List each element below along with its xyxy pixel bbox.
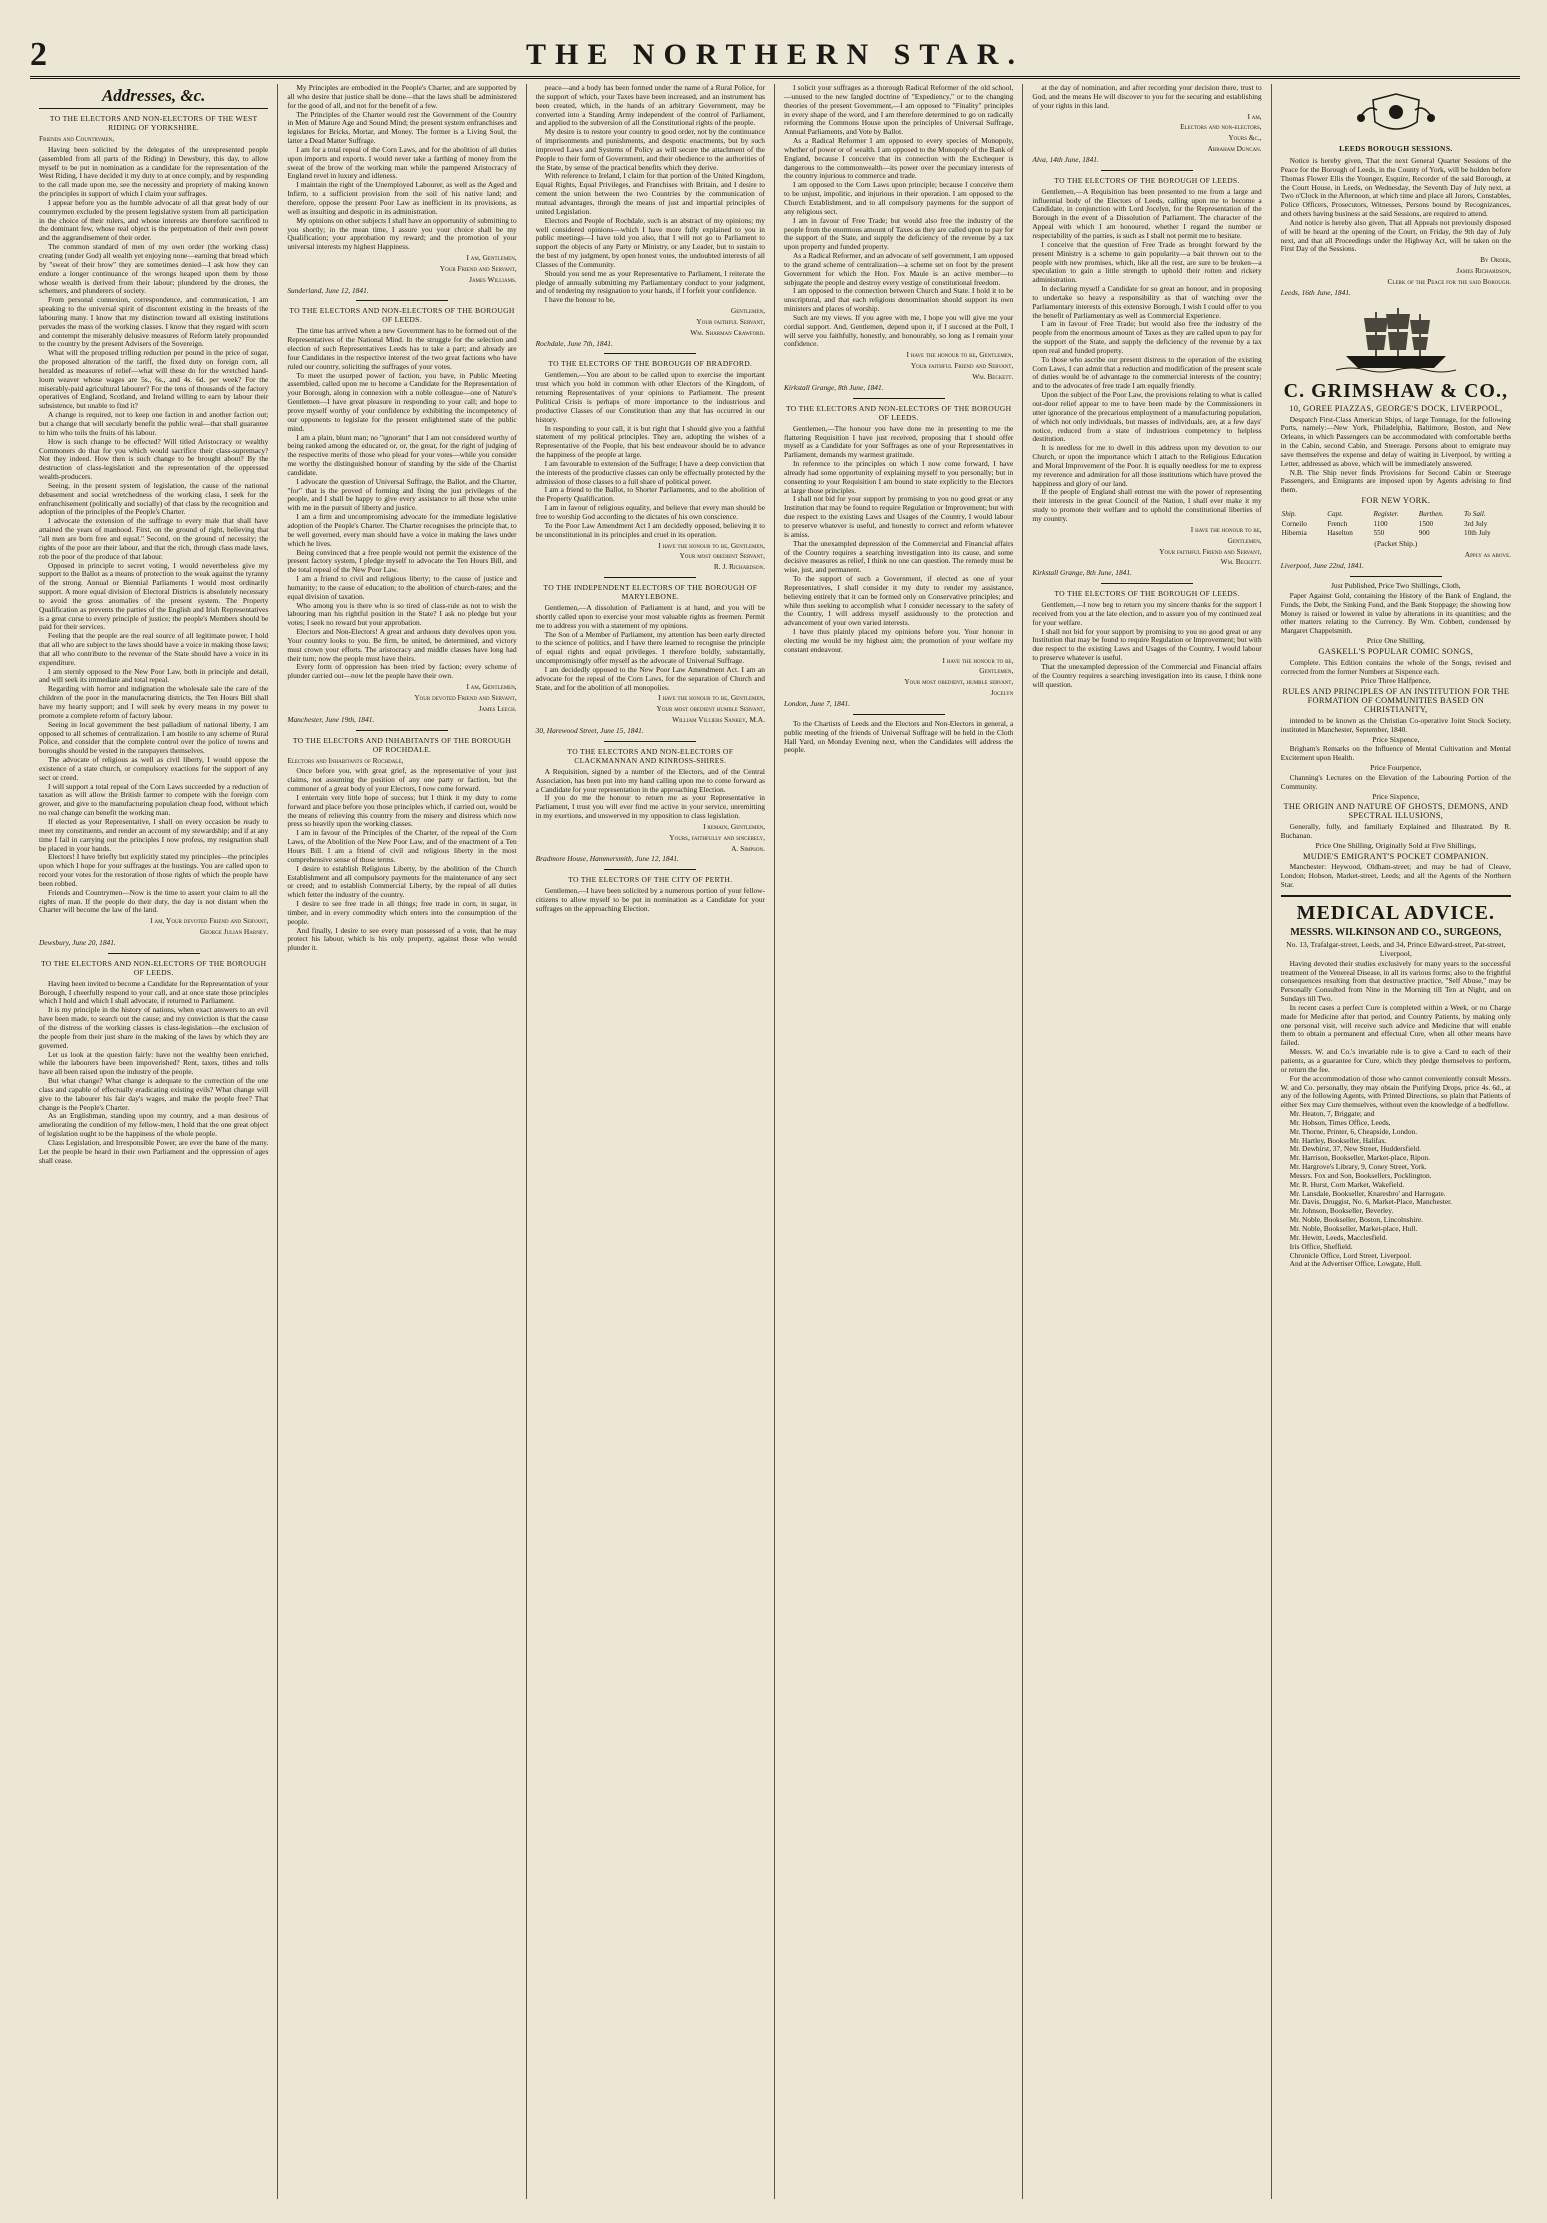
agent-list-item: Messrs. Fox and Son, Booksellers, Pocklington. bbox=[1289, 1170, 1432, 1180]
agent-list-item: Mr. Davis, Druggist, No. 6, Market-Place, Manchester. bbox=[1289, 1197, 1453, 1207]
signature-line: Your faithful Servant, bbox=[696, 316, 765, 326]
newspaper-title: THE NORTHERN STAR. bbox=[526, 38, 1024, 71]
paragraph: Let us look at the question fairly: have not the wealthy been enriched, while the labourers have been impoverished? Rent, taxes, tithes and tolls have all been raised upon the industry of the people. bbox=[39, 1049, 269, 1077]
paragraph: I conceive that the question of Free Trade as brought forward by the present Ministry is a scheme to gain popularity—a bait thrown out to the people with new promises, which, like all the rest, are sure to be broken—a speculation to gain a little strength to uphold their rotten and rickety administration. bbox=[1032, 239, 1262, 285]
paragraph: Feeling that the people are the real source of all legitimate power, I hold that all who are subject to the laws should have a voice in making those laws; that all who contribute to the revenue of the State should have a voice in its expenditure. bbox=[39, 631, 269, 667]
paragraph: The time has arrived when a new Government has to be formed out of the Representatives of the National Mind. In the struggle for the selection and election of such Representatives Leeds has to take a part; and already are four Candidates in the respective interest of the two great factions who have ruled our country, soliciting the suffrages of your votes. bbox=[287, 326, 517, 371]
signature-line: Wm. Beckett. bbox=[1220, 557, 1262, 567]
dateline: Sunderland, June 12, 1841. bbox=[287, 285, 369, 295]
signature-line: I have the honour to be, bbox=[942, 655, 1014, 665]
signature-line: I am, Gentlemen, bbox=[466, 682, 517, 692]
paragraph: Who among you is there who is so tired of class-rule as not to wish the labouring man his rightful position in the State? I ask no pledge but your votes; I seek no reward but your approbation. bbox=[287, 600, 517, 628]
paragraph: And finally, I desire to see every man possessed of a vote, that he may protect his labour, which is his only property, against those who would plunder it. bbox=[287, 925, 517, 953]
salutation: Friends and Countrymen, bbox=[39, 134, 115, 143]
paragraph: As a Radical Reformer, and an advocate of self government, I am opposed to the grand scheme of centralization—a scheme set on foot by the present Government for which the Hon. Fox Maule is an active member—to subjugate the people and destroy every vestige of constitutional freedom. bbox=[783, 251, 1014, 287]
paragraph: To meet the usurped power of faction, you have, in Public Meeting assembled, called upon me to become a Candidate for the Representation of your Borough, along in connexion with a noble colleague—one of Nature's Gentlemen—I have great pleasure in responding to your call; and hope to prove myself worthy of your confidence by exhibiting the incompetency of our opponents to legislate for the present enlightened state of the public mind. bbox=[287, 370, 517, 433]
column-5 bbox=[1023, 84, 1271, 2199]
dateline: Leeds, 16th June, 1841. bbox=[1280, 287, 1351, 297]
agent-list-item: Mr. Noble, Bookseller, Market-place, Hull. bbox=[1289, 1224, 1418, 1233]
signature-line: George Julian Harney. bbox=[199, 927, 269, 937]
signature-line: A. Simpson. bbox=[731, 843, 765, 853]
paragraph: N.B. The Ship never finds Provisions for Second Cabin or Steerage Passengers, and Emigrants are imposed upon by Agents advising to find them. bbox=[1280, 467, 1511, 495]
paragraph: I desire to see free trade in all things; free trade in corn, in sugar, in timber, and in every commodity which enters into the consumption of the people. bbox=[287, 899, 517, 926]
paragraph: I am in favour of the Principles of the Charter, of the repeal of the Corn Laws, of the Abolition of the New Poor Law, and of the enactment of a Ten Hours Bill. I am a friend of civil and religious liberty in the most comprehensive sense of those terms. bbox=[287, 828, 517, 864]
table-cell: Haselton bbox=[1327, 528, 1353, 537]
divider-rule bbox=[604, 869, 696, 870]
table-header-cell: Register. bbox=[1373, 509, 1399, 518]
signature-line: Apply as above. bbox=[1464, 550, 1511, 560]
paragraph: As a Radical Reformer I am opposed to every species of Monopoly, whether of power or of wealth. I am opposed to the Monopoly of the Bank of England, because I conceive that its connection with the Exchequer is dangerous to the commonwealth—its power over the pecuniary interests of the country injurious to commerce and trade. bbox=[783, 136, 1014, 181]
paragraph: From personal connexion, correspondence, and communication, I am speaking to the universal spirit of discontent existing in the breasts of the labouring many. I know that my distinction toward all existing institutions pervades the mass of the working classes. I know that they regard with scorn and contempt the miserably delusive measures of Reform lately propounded to the country by the present Advisers of the Sovereign. bbox=[39, 295, 269, 349]
agent-list-item: Iris Office, Sheffield. bbox=[1289, 1241, 1353, 1251]
signature-line: Abraham Duncan. bbox=[1207, 144, 1262, 154]
paragraph: How is such change to be effected? Will titled Aristocracy or wealthy Commoners do that for you which would sacrifice their class-supremacy? Not they indeed. How then is such change to be brought about? By the destruction of class-legislation and the representation of the oppressed wealth-producers. bbox=[39, 436, 269, 482]
paragraph: If you do me the honour to return me as your Representative in Parliament, I trust you will ever find me active in your service, unremitting in my exertions, and unswerved in my opposition to class legislation. bbox=[535, 793, 765, 821]
paragraph: I have the honour to be, bbox=[544, 295, 615, 305]
signature-line: Gentlemen, bbox=[730, 306, 765, 316]
dateline: Rochdale, June 7th, 1841. bbox=[535, 338, 613, 348]
advert-title: MEDICAL ADVICE. bbox=[1296, 902, 1495, 924]
dateline: Liverpool, June 22nd, 1841. bbox=[1280, 561, 1364, 571]
paragraph: Such are my views. If you agree with me, I hope you will give me your cordial support. And, Gentlemen, depend upon it, if I succeed at the Poll, I will serve you faithfully, honestly, and honourably, so long as I remain your confidence. bbox=[783, 312, 1014, 349]
paragraph: My Principles are embodied in the People's Charter, and are supported by all who desire that justice shall be done—that the laws shall be administered for the good of all, and not for the benefit of a few. bbox=[287, 84, 517, 110]
paragraph: Gentlemen,—The honour you have done me in presenting to me the flattering Requisition I have just received, proposing that I should offer myself as a Candidate for your Suffrages as one of your Representatives in Parliament, demands my warmest gratitude. bbox=[783, 423, 1014, 460]
paragraph: Gentlemen,—You are about to be called upon to exercise the important trust which you hold in common with other Electors of the Kingdom, of returning Representatives of your opinions to Parliament. The present Political Crisis is perhaps of more importance to the industrious and productive Classes of our Constitution than any that has occurred in our history. bbox=[535, 370, 765, 424]
advert-price-line: Price Three Halfpence, bbox=[1360, 676, 1431, 686]
sailing-ship-icon bbox=[1336, 304, 1456, 374]
paragraph: It is needless for me to dwell in this address upon my devotion to our Church, or upon the importance which I attach to the Religious Education and Moral Improvement of the Poor. It is equally needless for me to express my reverence and admiration for all those institutions which have proved the happiness and glory of our land. bbox=[1032, 443, 1262, 488]
paragraph: In declaring myself a Candidate for so great an honour, and in proposing to undertake so heavy a responsibility as that of watching over the Parliamentary interests of this extensive Borough, I wish I could offer to you the benefit of Parliamentary as well as Commercial Experience. bbox=[1032, 284, 1262, 320]
dateline: Kirkstall Grange, 8th June, 1841. bbox=[1032, 568, 1132, 578]
signature-line: R. J. Richardson. bbox=[713, 562, 765, 572]
paragraph: Regarding with horror and indignation the wholesale sale the care of the children of the poor in the manufacturing districts, the Ten Hours Bill shall have my hearty support; and I will seek by every means in my power to promote a complete reform of factory labour. bbox=[39, 684, 269, 720]
divider-rule bbox=[604, 577, 696, 578]
table-cell: 1100 bbox=[1373, 519, 1388, 528]
signature-line: Electors and non-electors, bbox=[1180, 122, 1262, 132]
paragraph: Electors and People of Rochdale, such is an abstract of my opinions; my well considered opinions—which I have more fully explained to you in public meetings—I have told you also, that I will not go to Parliament to support the objects of any Party or Ministry, or any Leader, but to sustain to the best of my judgment, by open honest votes, the undoubted interests of all Classes of the Community. bbox=[535, 215, 765, 269]
signature-line: Your Friend and Servant, bbox=[439, 263, 517, 273]
advert-caps-line: MUDIE'S EMIGRANT'S POCKET COMPANION. bbox=[1303, 851, 1489, 861]
paragraph: I appear before you as the humble advocate of all that great body of our countrymen excluded by the present legislative system from all participation in the choice of their rulers, and whose interests are therefore sacrificed to the dominant few, whose real object is the perpetuation of their own power and the aggrandisement of their order. bbox=[39, 197, 269, 243]
paragraph: Seeing, in the present system of legislation, the cause of the national debasement and social wretchedness of the working class, I seek for the enfranchisement (politically and socially) of that class by the recognition and adoption of the principles of the People's Charter. bbox=[39, 480, 269, 517]
signature-line: I remain, Gentlemen, bbox=[703, 821, 765, 831]
paragraph: intended to be known as the Christian Co-operative Joint Stock Society, instituted in Manchester, September, 1840. bbox=[1280, 715, 1511, 734]
signature-line: James Leech. bbox=[478, 703, 517, 713]
salutation: Electors and Inhabitants of Rochdale, bbox=[287, 755, 404, 765]
signature-line: Yours &c., bbox=[1228, 133, 1262, 143]
advert-price-line: Just Published, Price Two Shillings, Cloth, bbox=[1330, 581, 1461, 590]
paragraph: Electors! I have briefly but explicitly stated my principles—the principles upon which I hope for your suffrages at the hustings. You are called upon to record your votes for the restoration of those rights of which the people have been robbed. bbox=[39, 852, 269, 888]
paragraph: My opinions on other subjects I shall have an opportunity of submitting to you shortly; in the mean time, I assure you your choice shall be my Qualification; your approbation my reward; and the promotion of your universal interests my highest Happiness. bbox=[287, 215, 517, 252]
paragraph: It is my principle in the history of nations, when exact answers to an evil have been made, to search out the cause; and my conviction is that the cause of the distress of the working classes is class-legislation—the exclusion of the people from their just share in the making of the laws by which they are governed. bbox=[39, 1005, 269, 1050]
paragraph: Messrs. W. and Co.'s invariable rule is to give a Card to each of their patients, as a guarantee for Cure, which they pledge themselves to perform, or return the fee. bbox=[1280, 1047, 1511, 1074]
signature-line: Wm. Beckett. bbox=[972, 372, 1014, 381]
signature-line: James Williams. bbox=[469, 274, 517, 284]
paragraph: Gentlemen,—A Requisition has been presented to me from a large and influential body of the Electors of Leeds, calling upon me to become a Candidate, in conjunction with Lord Jocelyn, for the Representation of the Borough in the event of a Dissolution of Parliament. The character of the Appeal with which I am honoured, whether I regard the number or respectability of the parties, is such as I shall not permit me to hesitate. bbox=[1032, 186, 1262, 240]
column-grid bbox=[30, 84, 1520, 2199]
paragraph: I shall not bid for your support by promising to you no good great or any Institution that may be found to require Regulation or Improvement; but with due respect to the existing Laws and Usages of the Country, I would labour to preserve whatever is useful. bbox=[1032, 626, 1262, 663]
section-heading: Addresses, &c. bbox=[39, 86, 268, 109]
advert-caps-line: THE ORIGIN AND NATURE OF GHOSTS, DEMONS, AND SPECTRAL ILLUSIONS, bbox=[1283, 802, 1509, 821]
signature-line: Jocelyn bbox=[990, 688, 1014, 698]
table-header-cell: Burthen. bbox=[1418, 509, 1444, 518]
table-header-row bbox=[1281, 509, 1511, 520]
article-heading: TO THE ELECTORS AND NON-ELECTORS OF CLACKMANNAN AND KINROSS-SHIRES. bbox=[567, 746, 734, 765]
paragraph: Friends and Countrymen—Now is the time to assert your claim to all the rights of man. If the people do their duty, the day is not distant when the Charter will become the law of the land. bbox=[39, 887, 269, 915]
paragraph: That the unexampled depression of the Commercial and Financial affairs of the Country requires a searching investigation into its cause, I think none will question. bbox=[1032, 661, 1262, 689]
column-1 bbox=[30, 84, 278, 2199]
paragraph: Every form of oppression has been tried by faction; every scheme of plunder carried out—now let the people have their own. bbox=[287, 662, 517, 681]
paragraph: I advocate the question of Universal Suffrage, the Ballot, and the Charter, "for" that is the proved of forming and fixing the just privileges of the people, and I shall be happy to give every assistance to all those who unite with me in the pursuit of liberty and justice. bbox=[287, 476, 517, 513]
paragraph: peace—and a body has been formed under the name of a Rural Police, for the support of which, your Taxes have been increased, and an instrument has been created, which, in the hands of an arbitrary Government, may be converted into a Standing Army independent of the control of Parliament, and applied to the subversion of all the Constitutional rights of the people. bbox=[535, 84, 765, 128]
agent-list-item: Mr. Noble, Bookseller, Boston, Lincolnshire. bbox=[1289, 1215, 1423, 1225]
table-header-cell: Capt. bbox=[1327, 509, 1344, 518]
paragraph: I shall not bid for your support by promising to you no good great or any Institution that may be found to require Regulation or Improvement; but with due respect to the existing Laws and Usages of the Country, I would labour to preserve whatever is useful, and honestly to correct and reform whatever is amiss. bbox=[783, 494, 1014, 539]
signature-line: I have the honour to be, Gentlemen, bbox=[658, 540, 765, 550]
signature-line: Yours, faithfully and sincerely, bbox=[669, 832, 765, 842]
advert-subtitle: MESSRS. WILKINSON AND CO., SURGEONS, bbox=[1290, 927, 1502, 938]
paragraph: The common standard of men of my own order (the working class) creating (under God) all wealth yet enjoying none—earning that bread which by "sweat of their brow" they are sometimes denied—I ask how they can endure a longer continuance of the wrongs heaped upon them by those whose wealth is derived from their labour; plundered by the drones, the schemers, and plunderers of society. bbox=[39, 242, 269, 296]
dateline: 30, Harewood Street, June 15, 1841. bbox=[535, 726, 644, 735]
advert-price-line: Price Sixpence, bbox=[1372, 734, 1420, 744]
paragraph: A change is required, not to keep one faction in and another faction out; but a change that will secularly benefit the public weal—that shall guarantee to him who toils the fruits of his labour. bbox=[39, 410, 269, 437]
article-heading: TO THE ELECTORS AND NON-ELECTORS OF THE WEST RIDING OF YORKSHIRE. bbox=[49, 114, 258, 132]
paragraph: Gentlemen,—I now beg to return you my sincere thanks for the support I received from you at the late election, and to assure you of my continued zeal for your welfare. bbox=[1032, 600, 1262, 627]
advert-price-line: Price Sixpence, bbox=[1372, 791, 1420, 801]
article-heading: TO THE ELECTORS OF THE BOROUGH OF LEEDS. bbox=[1054, 589, 1240, 599]
paragraph: I advocate the extension of the suffrage to every male that shall have attained the years of manhood. First, on the ground of right, believing that "all men are born free and equal." Second, on the ground of necessity; the rights of the poor are their labour, and that the rich, through class made laws, rob the poor of the produce of that labour. bbox=[39, 516, 269, 561]
borough-crest-emblem bbox=[1341, 90, 1451, 138]
paragraph: I will support a total repeal of the Corn Laws succeeded by a reduction of taxation as will allow the British farmer to compete with the foreign corn grower, and give to the manufacturing population cheap food, without which no real change can benefit the working man. bbox=[39, 781, 269, 818]
table-row bbox=[1281, 520, 1511, 529]
article-heading: TO THE ELECTORS OF THE BOROUGH OF BRADFORD. bbox=[548, 359, 753, 369]
table-header-cell: To Sail. bbox=[1464, 509, 1486, 518]
column-4 bbox=[775, 84, 1023, 2199]
divider-rule bbox=[108, 953, 200, 954]
agent-list-item: Mr. Dewhirst, 37, New Street, Huddersfield. bbox=[1289, 1144, 1422, 1154]
paragraph: That the unexampled depression of the Commercial and Financial affairs of the Country requires a searching investigation into its cause, and some decisive measures as relief, I think no one can question. The remedy must be wise, just, and permanent. bbox=[783, 538, 1014, 575]
paragraph: Class Legislation, and Irresponsible Power, are ever the bane of the many. Let the people be heard in their own Parliament and the oppression of ages shall cease. bbox=[39, 1137, 269, 1165]
paragraph: What will the proposed trifling reduction per pound in the price of sugar, the proposed alteration of the tariff, the fixed duty on foreign corn, all heralded as measures of relief—what will these do for the wretched hand-loom weaver whose wages are 5s., 6s., and 4s. 6d. per week? For the miserably-paid agricultural labourer? For the tens of thousands of the factory operatives of England, Scotland, and Ireland willing to earn by labour their subsistence, but unable to find it? bbox=[39, 348, 269, 411]
advert-caps-line: FOR NEW YORK. bbox=[1361, 496, 1431, 506]
paragraph: I am favourable to extension of the Suffrage; I have a deep conviction that the interests of the productive classes can only be effectually protected by the admission of those classes to a full share of political power. bbox=[535, 458, 765, 486]
paragraph: The Principles of the Charter would rest the Government of the Country in Men of Mature Age and Sound Mind; the present system enfranchises and legislates for Bricks, Mortar, and Money. The former is a Living Soul, the latter a Dead Matter Suffrage. bbox=[287, 109, 517, 146]
agent-list-item: Mr. Harrison, Bookseller, Market-place, Ripon. bbox=[1289, 1153, 1430, 1163]
paragraph: For the accommodation of those who cannot conveniently consult Messrs. W. and Co. personally, they may obtain the Purifying Drops, price 4s. 6d., at any of the following Agents, with Printed Directions, so plain that Patients of either Sex may Cure themselves, without even the knowledge of a bedfellow. bbox=[1280, 1073, 1511, 1110]
advert-price-line: No. 13, Trafalgar-street, Leeds, and 34, Prince Edward-street, Pat-street, Liverpool, bbox=[1286, 940, 1506, 958]
paragraph: Seeing in local government the best palladium of national liberty, I am opposed to all schemes of centralization. I am hostile to any scheme of Rural Police, and consider that the complete control over the police of towns and boroughs should be vested in the ratepayers themselves. bbox=[39, 719, 269, 756]
dateline: Alva, 14th June, 1841. bbox=[1032, 154, 1099, 164]
paragraph: Despatch First-Class American Ships, of large Tonnage, for the following Ports, namely:—New York, Philadelphia, Baltimore, Boston, and New Orleans, in which Passengers can be accommodated with comfortable berths in the Cabin, second Cabin, and Steerage. Persons about to emigrate may save themselves the expense and delay of waiting in Liverpool, by writing a Letter, addressed as above, which will be immediately answered. bbox=[1280, 414, 1511, 468]
paragraph: Generally, fully, and familiarly Explained and Illustrated. By R. Buchanan. bbox=[1280, 822, 1511, 840]
paragraph: In recent cases a perfect Cure is completed within a Week, or no Charge made for Medicine after that period, and Country Patients, by making only one personal visit, will receive such advice and Medicine that will enable them to obtain a permanent and effectual Cure, when all other means have failed. bbox=[1280, 1002, 1511, 1048]
paragraph: But what change? What change is adequate to the correction of the one class and capable of effectually eradicating existing evils? What change will give to the labourer his fair day's wages, and make the people free? That change is the People's Charter. bbox=[39, 1076, 269, 1112]
agent-list-item: Mr. Lansdale, Bookseller, Knaresbro' and Harrogate. bbox=[1289, 1188, 1446, 1198]
table-cell: 3rd July bbox=[1464, 519, 1488, 528]
column-3 bbox=[527, 84, 775, 2199]
paragraph: As an Englishman, standing upon my country, and a man desirous of ameliorating the condition of my fellow-men, I hold that the one great object of legislation ought to be the happiness of the whole people. bbox=[39, 1111, 269, 1139]
dateline: Bradmore House, Hammersmith, June 12, 1841. bbox=[535, 854, 679, 864]
page-number: 2 bbox=[30, 36, 47, 73]
signature-line: I am, Your devoted Friend and Servant, bbox=[150, 916, 269, 926]
table-row bbox=[1281, 529, 1511, 538]
table-cell: Corneilo bbox=[1281, 519, 1307, 528]
paragraph: Should you send me as your Representative to Parliament, I reiterate the pledge of annually submitting my Parliamentary conduct to your judgment, and of tendering my resignation to your hands, if I forfeit your confidence. bbox=[535, 268, 765, 296]
signature-line: I have the honour to be, Gentlemen, bbox=[906, 350, 1014, 360]
signature-line: I am, bbox=[1247, 111, 1262, 121]
advert-caps-line: RULES AND PRINCIPLES OF AN INSTITUTION FOR THE FORMATION OF COMMUNITIES BASED ON CHRISTIANITY, bbox=[1282, 687, 1510, 714]
paragraph: If elected as your Representative, I shall on every occasion be ready to meet my constituents, and render an account of my stewardship; and if at any time I fail in carrying out the principles I now profess, my resignation shall be placed in your hands. bbox=[39, 816, 269, 853]
paragraph: I am a friend to the Ballot, to Shorter Parliaments, and to the abolition of the Property Qualification. bbox=[535, 485, 765, 504]
signature-line: I am, Gentlemen, bbox=[466, 253, 517, 263]
paragraph: Gentlemen,—I have been solicited by a numerous portion of your fellow-citizens to allow myself to be put in nomination as a Candidate for your suffrages on the approaching Election. bbox=[535, 886, 765, 913]
paragraph: I am a friend to civil and religious liberty; to the cause of justice and humanity; to the cause of education; to the abolition of church-rates; and the equal division of taxation. bbox=[287, 574, 517, 601]
signature-line: James Richardson, bbox=[1456, 266, 1511, 276]
dateline: Dewsbury, June 20, 1841. bbox=[39, 937, 116, 947]
paragraph: Gentlemen,—A dissolution of Parliament is at hand, and you will be shortly called upon to exercise your most valuable rights as freemen. Permit me to address you with a statement of my opinions. bbox=[535, 603, 765, 630]
paragraph: I am for a total repeal of the Corn Laws, and for the abolition of all duties upon imports and exports. I would never take a farthing of money from the sweat of the brow of the working man while the pampered Aristocracy of England revel in luxury and idleness. bbox=[287, 144, 517, 181]
table-cell: 1500 bbox=[1418, 519, 1434, 528]
agent-list-item: Mr. Hartley, Bookseller, Halifax. bbox=[1289, 1135, 1387, 1145]
divider-rule bbox=[604, 353, 696, 354]
signature-line: Wm. Sharman Crawford. bbox=[690, 327, 765, 337]
divider-rule bbox=[853, 398, 945, 399]
paragraph: And at the Advertiser Office, Lowgate, Hull. bbox=[1289, 1259, 1422, 1269]
paragraph: If the people of England shall entrust me with the power of representing their interests in the great Council of the Nation, I shall ever make it my study to promote their welfare and to uphold the constitutional liberties of my country. bbox=[1032, 487, 1262, 523]
paragraph: I am in favour of Free Trade; but would also free the industry of the people from the enormous amount of Taxes as they are called upon to pay for the support of the State, and supply the deficiency of the revenue by a tax upon real and funded property. bbox=[1032, 319, 1262, 355]
agent-list-item: Chronicle Office, Lord Street, Liverpool. bbox=[1289, 1250, 1412, 1260]
signature-line: Your devoted Friend and Servant, bbox=[414, 693, 517, 702]
paragraph: Having devoted their studies exclusively for many years to the successful treatment of the Venereal Disease, in all its various forms; also to the frightful consequences resulting from that destructive practice, "Self Abuse," may be Personally Consulted from Nine in the Morning till Ten at Night, and on Sundays till Two. bbox=[1280, 958, 1511, 1004]
paragraph: Upon the subject of the Poor Law, the provisions relating to what is called out-door relief appear to me to have been made by the Commissioners in utter ignorance of the precarious employment of a manufacturing population, of which not only individuals, but masses of individuals, are, at a few days' notice, reduced from a state of industrious competency to helpless destitution. bbox=[1032, 390, 1262, 444]
paragraph: A Requisition, signed by a number of the Electors, and of the Central Association, has been put into my hand calling upon me to come forward as a Candidate for your representation in the approaching Election. bbox=[535, 766, 765, 794]
column-2 bbox=[278, 84, 526, 2199]
advert-price-line: Price Fourpence, bbox=[1370, 763, 1422, 773]
paragraph: Paper Against Gold, containing the History of the Bank of England, the Funds, the Debt, the Sinking Fund, and the Bank Stoppage; the showing how Money is raised or lowered in value by alterations in its quantities; and the other matters relating to the Currency. By Wm. Cobbett, condensed by Margaret Chappelsmith. bbox=[1280, 590, 1511, 636]
signature-line: I have the honour to be, Gentlemen, bbox=[658, 693, 765, 703]
agent-list-item: Mr. R. Hurst, Corn Market, Wakefield. bbox=[1289, 1179, 1405, 1189]
paragraph: Once before you, with great grief, as the representative of your just claims, not assuming the position of any one party or faction, but the commoner of a great body of your Electors, I now come forward. bbox=[287, 766, 517, 794]
signature-line: Gentlemen, bbox=[1227, 535, 1262, 545]
signature-line: I have the honour to be, bbox=[1190, 524, 1262, 534]
paragraph: With reference to Ireland, I claim for that portion of the United Kingdom, Equal Rights, Equal Privileges, and Franchises with Britain, and I desire to cement the union between the two Countries by the communication of mutual advantages, through the means of just and impartial principles of united Legislation. bbox=[535, 171, 765, 216]
table-cell: 10th July bbox=[1464, 528, 1491, 537]
divider-rule bbox=[1101, 583, 1193, 584]
paragraph: The advocate of religious as well as civil liberty, I would oppose the existence of a state church, or compulsory exactions for the support of any sect or creed. bbox=[39, 755, 269, 782]
paragraph: To the Chartists of Leeds and the Electors and Non-Electors in general, a public meeting of the friends of Universal Suffrage will be held in the Cloth Hall Yard, on Monday Evening next, when the Candidates will address the people. bbox=[783, 718, 1014, 755]
paragraph: Electors and Non-Electors! A great and arduous duty devolves upon you. Your country looks to you. Be firm, be united, be determined, and victory must crown your efforts. The aristocracy and middle classes have long had their turn; now the people must have theirs. bbox=[287, 627, 517, 663]
table-cell: 900 bbox=[1418, 528, 1430, 537]
table-cell: Hibernia bbox=[1281, 528, 1307, 537]
divider-rule bbox=[1350, 576, 1442, 577]
paragraph: Channing's Lectures on the Elevation of the Labouring Portion of the Community. bbox=[1280, 772, 1511, 791]
paragraph: To the support of such a Government, if elected as one of your Representatives, I shall consider it my duty to render my assistance, believing entirely that it can be formed only on Conservative principles; and while thus seeking to accomplish what I consider necessary to the safety of the Country, I will address myself assiduously to the protection and advancement of your own varied interests. bbox=[783, 574, 1014, 628]
divider-rule bbox=[1101, 170, 1193, 171]
paragraph: To the Poor Law Amendment Act I am decidedly opposed, believing it to be unconstitutional in its principles and cruel in its operation. bbox=[535, 520, 765, 539]
table-cell: French bbox=[1327, 519, 1348, 528]
article-heading: TO THE ELECTORS AND NON-ELECTORS OF THE BOROUGH OF LEEDS. bbox=[289, 306, 515, 325]
paragraph: And notice is hereby also given, That all Appeals not previously disposed of will be heard at the opening of the Court, on Friday, the 9th day of July next, and that all Proceedings under the Highway Act, will be taken on the First Day of the Sessions. bbox=[1280, 217, 1511, 254]
paragraph: Being convinced that a free people would not permit the existence of the present factory system, I pledge myself to advocate the Ten Hours Bill, and the total repeal of the New Poor Law. bbox=[287, 547, 517, 575]
article-heading: TO THE INDEPENDENT ELECTORS OF THE BOROUGH OF MARYLEBONE. bbox=[543, 583, 758, 602]
paragraph: I entertain very little hope of success; but I think it my duty to come forward and place before you those principles which, if carried out, would be the means of relieving this country from the misery and distress which now press so heavily upon the working classes. bbox=[287, 792, 517, 829]
dateline: Manchester, June 19th, 1841. bbox=[287, 714, 375, 724]
signature-line: Your faithful Friend and Servant, bbox=[910, 361, 1014, 371]
paragraph: I am a firm and uncompromising advocate for the immediate legislative adoption of the People's Charter. The Charter recognises the principle that, to be well governed, every man should have a voice in making the laws under which he lives. bbox=[287, 512, 517, 548]
paragraph: To those who ascribe our present distress to the operation of the existing Corn Laws, I can admit that a reduction and modification of the present scale of duties would be of advantage to the commercial interests of the country; and to the advocates of free trade I am equally friendly. bbox=[1032, 354, 1262, 391]
table-note: (Packet Ship.) bbox=[1374, 539, 1418, 549]
paragraph: I have thus plainly placed my opinions before you. Your honour in electing me would be my highest aim; the promotion of your welfare my constant endeavour. bbox=[783, 627, 1014, 654]
table-cell: 550 bbox=[1373, 528, 1385, 537]
paragraph: Notice is hereby given, That the next General Quarter Sessions of the Peace for the Borough of Leeds, in the County of York, will be holden before Thomas Flower Ellis the Younger, Esquire, Recorder of the said Borough, at the Court House, in Leeds, on Wednesday, the Seventh Day of July next, at Two o'Clock in the Afternoon, at which time and place all Jurors, Constables, Police Officers, Prosecutors, Witnesses, Persons bound by Recognizances, and others having business at the said Sessions, are required to attend. bbox=[1280, 156, 1511, 219]
divider-rule bbox=[356, 730, 448, 731]
column-6 bbox=[1272, 84, 1520, 2199]
signature-line: William Villiers Sankey, M.A. bbox=[672, 715, 765, 725]
article-heading: TO THE ELECTORS OF THE BOROUGH OF LEEDS. bbox=[1054, 175, 1240, 185]
article-heading: TO THE ELECTORS AND NON-ELECTORS OF THE BOROUGH OF LEEDS. bbox=[40, 958, 267, 977]
signature-line: Your most obedient, humble servant, bbox=[904, 677, 1014, 687]
agent-list-item: Mr. Thorne, Printer, 6, Cheapside, London. bbox=[1289, 1126, 1418, 1136]
signature-line: Clerk of the Peace for the said Borough. bbox=[1387, 276, 1511, 286]
sailing-schedule-table bbox=[1281, 509, 1511, 538]
agent-list-item: Mr. Hobson, Times Office, Leeds, bbox=[1289, 1117, 1391, 1127]
paragraph: I am in favour of religious equality, and believe that every man should be free to worship God according to the dictates of his own conscience. bbox=[535, 503, 765, 521]
masthead bbox=[30, 30, 1520, 72]
paragraph: Complete. This Edition contains the whole of the Songs, revised and corrected from the former Numbers at Sixpence each. bbox=[1280, 657, 1511, 676]
article-heading: TO THE ELECTORS AND INHABITANTS OF THE BOROUGH OF ROCHDALE. bbox=[292, 735, 512, 754]
divider-rule bbox=[604, 741, 696, 742]
advert-caps-line: GASKELL'S POPULAR COMIC SONGS, bbox=[1318, 646, 1474, 656]
paragraph: In responding to your call, it is but right that I should give you a faithful statement of my political principles. They are, adopting the wishes of a Representative of the People, that his best endeavour should be to advance the happiness of the people at large. bbox=[535, 423, 765, 460]
divider-rule bbox=[853, 714, 945, 715]
paragraph: In reference to the principles on which I now come forward, I have already had some opportunity of explaining myself to you personally; but in consenting to your Requisition I am bound to state explicitly to the Electors at large those principles. bbox=[783, 459, 1014, 495]
agent-list-item: Mr. Hargrove's Library, 9, Coney Street, York. bbox=[1289, 1162, 1427, 1172]
paragraph: Having been solicited by the delegates of the unrepresented people (assembled from all parts of the Riding) in Dewsbury, this day, to allow myself to be put in nomination as a candidate for the representation of the West Riding, I have decided it my duty to at once comply, and by responding to the call made upon me, see the necessity and propriety of making known the principles in support of which I claim your suffrages. bbox=[39, 144, 269, 199]
dateline: Kirkstall Grange, 8th June, 1841. bbox=[783, 382, 884, 392]
agent-list-item: Mr. Heaton, 7, Briggate; and bbox=[1289, 1109, 1375, 1119]
paragraph: at the day of nomination, and after recording your decision there, trust to God, and the means He will discover to you for the securing and establishing of your rights in this land. bbox=[1032, 84, 1262, 110]
signature-line: Your most obedient humble Servant, bbox=[656, 704, 765, 714]
paragraph: I am sternly opposed to the New Poor Law, both in principle and detail, and will seek its immediate and total repeal. bbox=[39, 666, 269, 685]
paragraph: I maintain the right of the Unemployed Labourer, as well as the Aged and Infirm, to a sufficient provision from the soil of his native land; and therefore, oppose the present Poor Law as inefficient in its provisions, as well as insulting and despotic in its administration. bbox=[287, 180, 517, 216]
dateline: London, June 7, 1841. bbox=[783, 699, 851, 708]
article-heading: TO THE ELECTORS AND NON-ELECTORS OF THE BOROUGH OF LEEDS. bbox=[785, 403, 1012, 422]
signature-line: By Order, bbox=[1480, 255, 1511, 265]
agent-list-item: Mr. Hewitt, Leeds, Macclesfield. bbox=[1289, 1232, 1388, 1242]
table-header-cell: Ship. bbox=[1281, 509, 1297, 518]
masthead-rule bbox=[30, 76, 1520, 79]
paragraph: I am decidedly opposed to the New Poor Law Amendment Act. I am an advocate for the repeal of the Corn Laws, for the separation of Church and State, and for the abolition of all monopolies. bbox=[535, 664, 765, 692]
paragraph: I am opposed to the Corn Laws upon principle; because I conceive them to be unjust, impolitic, and injurious in their operation. I am opposed to the Church Establishment, and to all compulsory payments for the support of any religious sect. bbox=[783, 180, 1014, 216]
signature-line: Your faithful Friend and Servant, bbox=[1159, 546, 1262, 556]
signature-line: Your most obedient Servant, bbox=[679, 551, 765, 561]
paragraph: Brigham's Remarks on the Influence of Mental Cultivation and Mental Excitement upon Health. bbox=[1280, 744, 1511, 763]
heavy-divider-rule bbox=[1281, 895, 1511, 897]
article-heading: TO THE ELECTORS OF THE CITY OF PERTH. bbox=[568, 875, 733, 885]
notice-heading: LEEDS BOROUGH SESSIONS. bbox=[1339, 144, 1453, 153]
paragraph: I am opposed to the connection between Church and State. I hold it to be unscriptural, and that each religious denomination should support its own ministers and places of worship. bbox=[783, 286, 1014, 314]
advert-title: C. GRIMSHAW & CO., bbox=[1283, 379, 1508, 402]
paragraph: My desire is to restore your country to good order, not by the continuance of imprisonments and punishments, and despotic enactments, but by such improved Laws and Systems of Policy as will secure the attachment of the People to their form of Government, and their obedience to the authorities of the State, by sense of the practical benefits which they derive. bbox=[535, 127, 765, 172]
paragraph: Having been invited to become a Candidate for the Representation of your Borough, I cheerfully respond to your call, and at once state those principles which I hold and which I shall advocate, if returned to Parliament. bbox=[39, 978, 269, 1006]
divider-rule bbox=[356, 300, 448, 301]
advert-caps-line: 10, GOREE PIAZZAS, GEORGE'S DOCK, LIVERPOOL, bbox=[1289, 403, 1503, 413]
paragraph: I solicit your suffrages as a thorough Radical Reformer of the old school,—unused to the new fangled doctrine of "Expediency," or to the changing theories of the present Government,—I am opposed to "Finality" principles in every shape of the word, and I am therefore determined to go on radically reforming the Commons House upon the principles of Universal Suffrage, Annual Parliaments, and Vote by Ballot. bbox=[783, 84, 1014, 137]
paragraph: I am a plain, blunt man; no "ignorant" that I am not considered worthy of being ranked among the educated or, or, the great, for the right of judging of the respective merits of those who plead for your votes—while you consider me worthy the distinguished honour of standing by the side of the Chartist candidate. bbox=[287, 432, 517, 477]
paragraph: Manchester: Heywood, Oldham-street; and may be had of Cleave, London; Hobson, Market-street, Leeds; and all the Agents of the Northern Star. bbox=[1280, 862, 1511, 890]
advert-price-line: Price One Shilling, bbox=[1366, 636, 1425, 646]
paragraph: I desire to establish Religious Liberty, by the abolition of the Church Establishment and all compulsory payments for the maintenance of any sect or creed; and to establish Commercial Liberty, by the repeal of all duties which fetter the industry of the country. bbox=[287, 863, 517, 900]
paragraph: The Son of a Member of Parliament, my attention has been early directed to the science of politics, and I have there learned to recognise the principle of equal rights and equal privileges. I therefore boldly, substantially, uncompromisingly offer myself as the advocate of Universal Suffrage. bbox=[535, 629, 765, 666]
advert-price-line: Price One Shilling, Originally Sold at Five Shillings, bbox=[1315, 840, 1477, 850]
signature-line: Gentlemen, bbox=[979, 666, 1014, 676]
agent-list-item: Mr. Johnson, Bookseller, Beverley. bbox=[1289, 1206, 1394, 1216]
paragraph: I am in favour of Free Trade; but would also free the industry of the people from the enormous amount of Taxes as they are called upon to pay for the support of the State, and supply the deficiency of the revenue by a tax upon property and funded property. bbox=[783, 215, 1014, 252]
paragraph: Opposed in principle to secret voting, I would nevertheless give my support to the Ballot as a means of protection to the weak against the tyranny of the strong. Annual or Biennial Parliaments I would most ordinarily support. A more equal division of Electoral Districts is absolutely necessary to avoid the gross anomalies of the present system. The Property Qualification as prevents the parties of the English and Irish Representatives is a great curse to every principle of justice; the people's Members should be paid for their services. bbox=[39, 560, 269, 632]
